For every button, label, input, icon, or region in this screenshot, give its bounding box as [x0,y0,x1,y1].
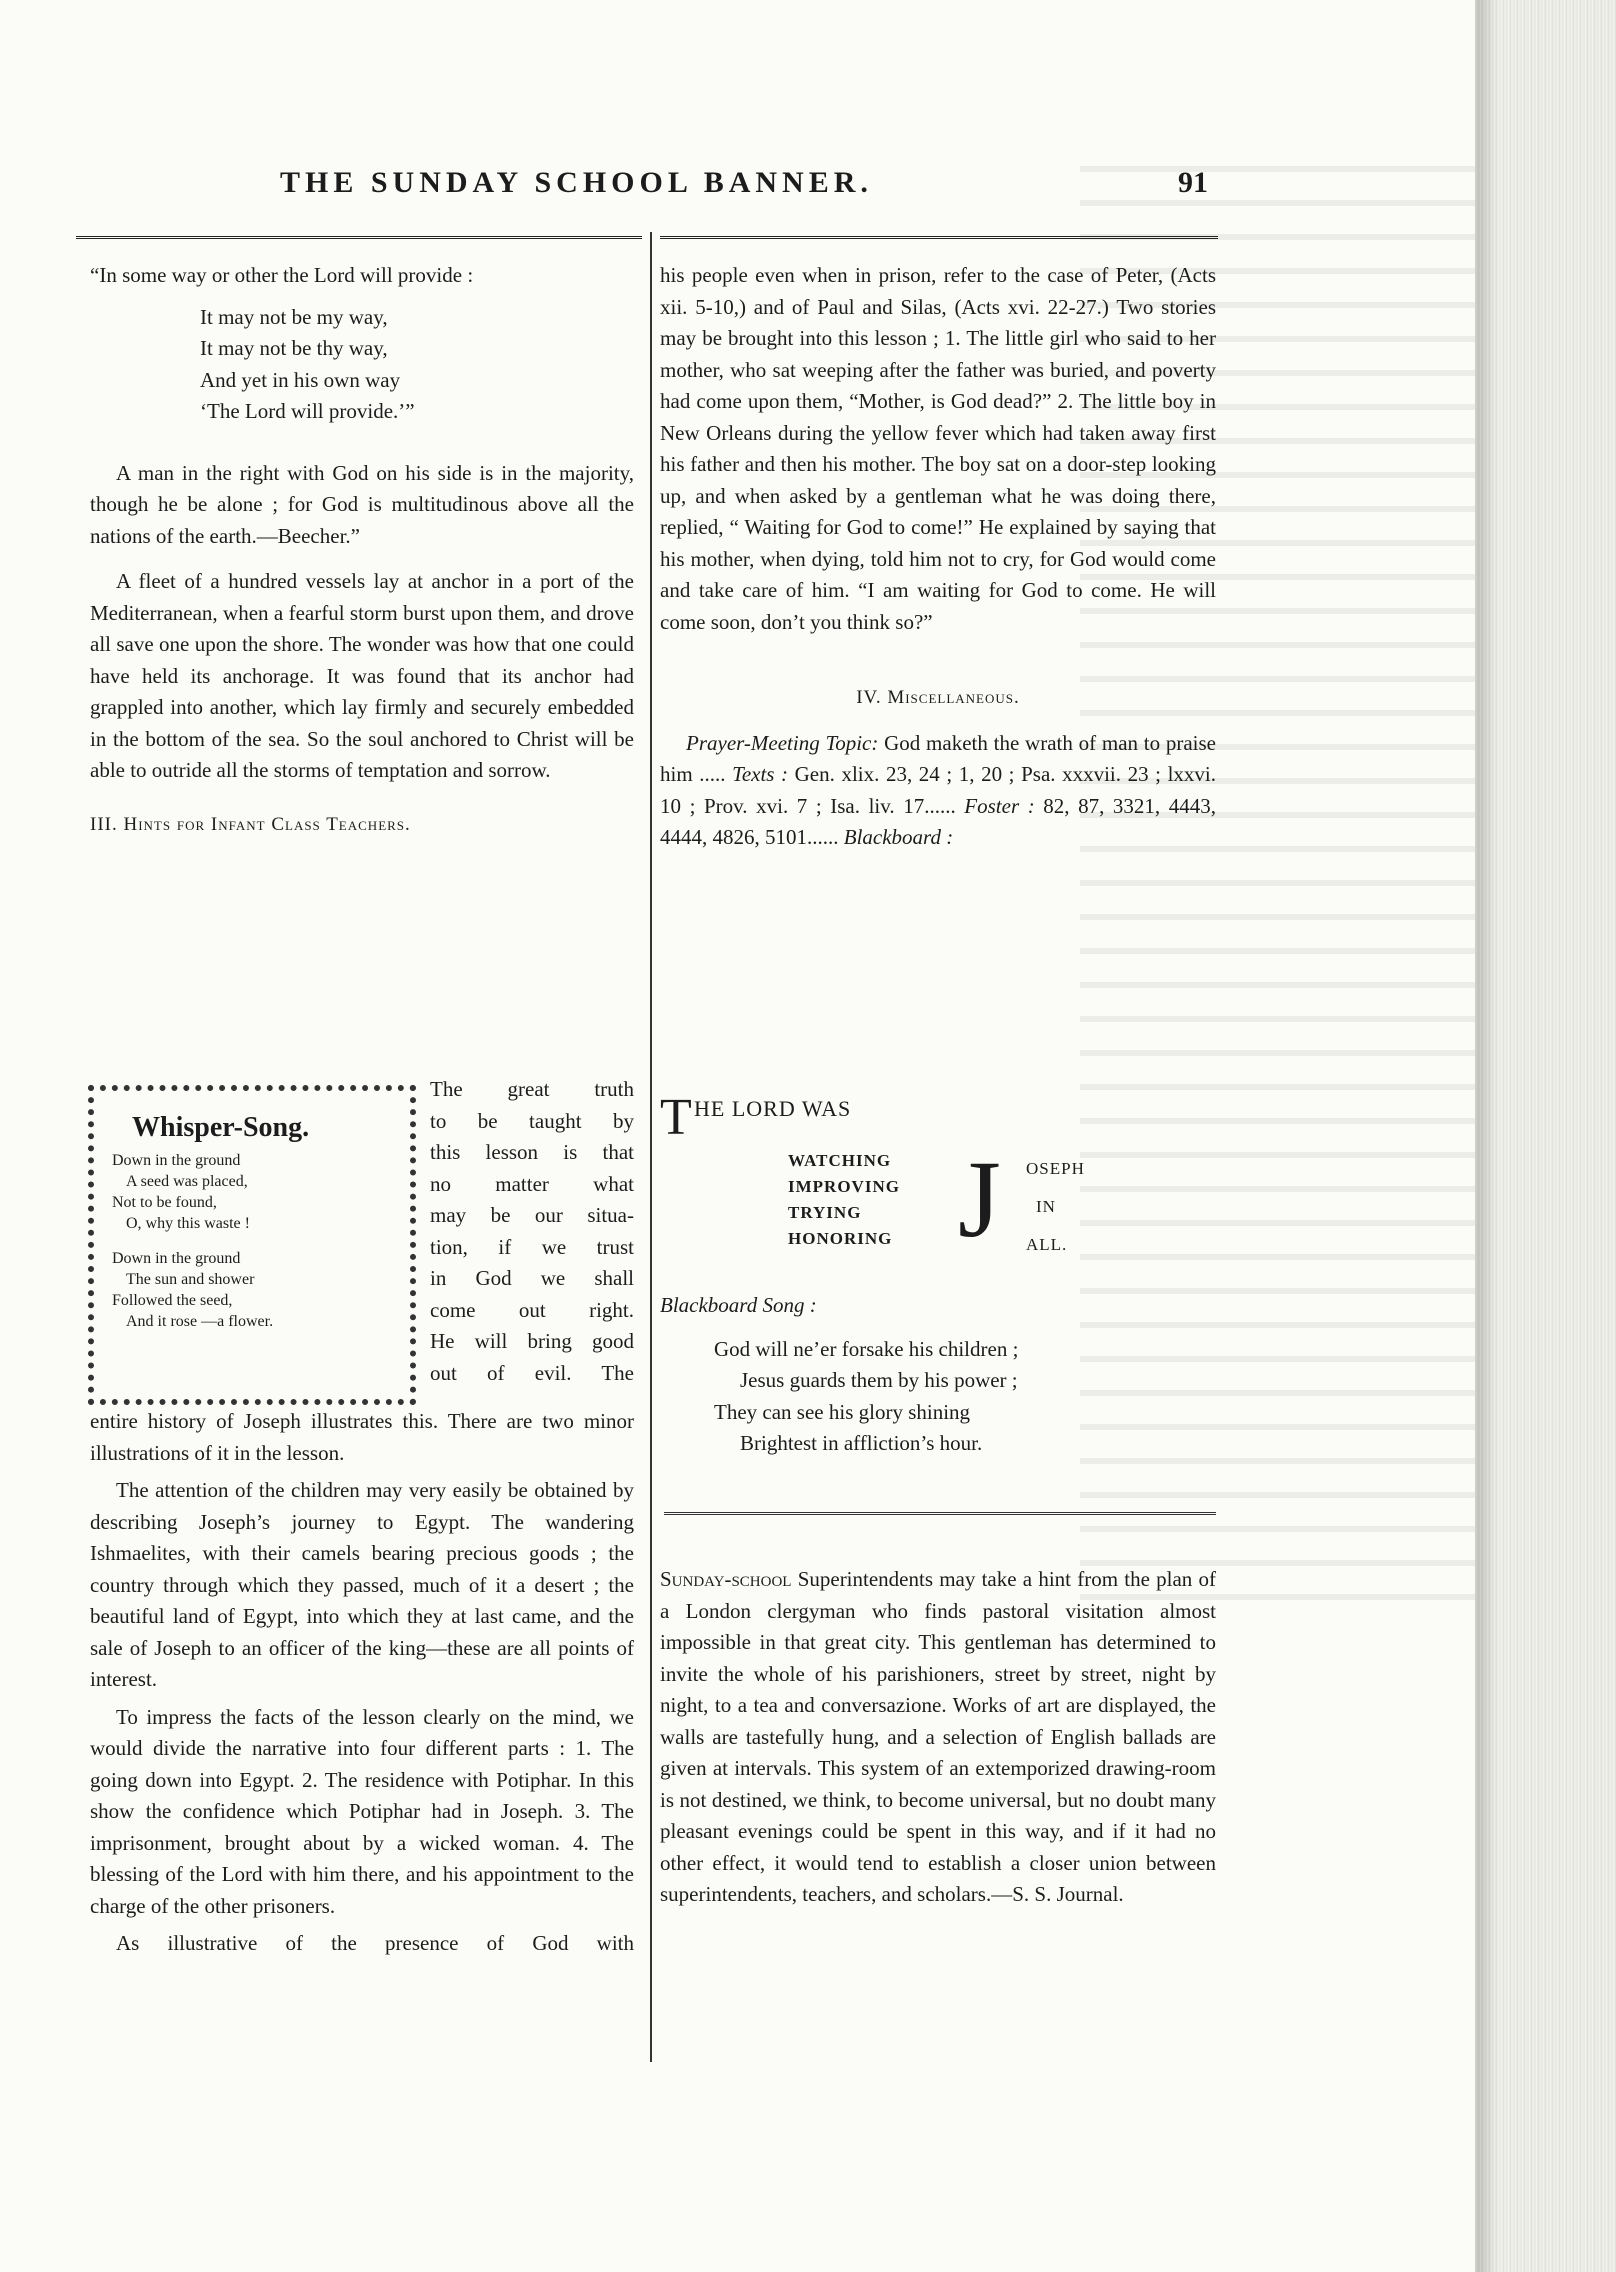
song-line: Brightest in affliction’s hour. [740,1431,983,1455]
blackboard-verbs [788,1148,900,1252]
j-word: OSEPH [1026,1159,1085,1178]
column-rule [650,232,652,2062]
provide-poem [200,302,634,428]
beside-line: may be our situa- [430,1203,634,1227]
beside-line: this lesson is that [430,1140,634,1164]
whisper-song-title: Whisper-Song. [132,1112,310,1143]
beside-line: out of evil. The [430,1360,634,1385]
stanza-line: A seed was placed, [126,1173,248,1190]
j-word: IN [1036,1197,1056,1216]
poem-line: And yet in his own way [200,367,401,392]
section-divider [664,1512,1216,1515]
paragraph-impress: To impress the facts of the lesson clearly on the mind, we would divide the narrative into four different parts : 1. The going down into Egypt. 2. The residence with Potiphar. In this show the confidence which Potiphar had in Joseph. 3. The imprisonment, brought about by a wicked woman. 4. The blessing of the Lord with him there, and his appointment to the charge of the other prisoners. [90,1704,634,1918]
header-rule-right [660,236,1218,239]
beside-line: He will bring good [430,1329,634,1353]
texts-value: Gen. xlix. 23, 24 ; 1, 20 ; Psa. xxxvii. 23 ; lxxvi. 10 ; Prov. xvi. 7 ; Isa. liv. 17...... [660,762,1216,818]
poem-line: ‘The Lord will provide.’” [200,399,415,423]
paragraph-people: his people even when in prison, refer to the case of Peter, (Acts xii. 5-10,) and of Paul and Silas, (Acts xvi. 22-27.) Two stories may be brought into this lesson ; 1. The little girl who said to her mother, who sat weeping after the father was buried, and poverty had come upon them, “Mother, is God dead?” 2. The little boy in New Orleans during the yellow fever which had taken away first his father and then his mother. The boy sat on a door-step looking up, and when asked by a gentleman what he was doing there, replied, “ Waiting for God to come!” He explained by saying that his mother, when dying, told him not to cry, for God would come and take care of him. “I am waiting for God to come. He will come soon, don’t you think so?” [660,263,1216,634]
blackboard-lord-was: HE LORD WAS [694,1096,852,1121]
beside-line: tion, if we trust [430,1234,634,1259]
blackboard-design [660,1089,1216,1272]
stanza-line: O, why this waste ! [126,1215,250,1232]
whisper-stanza-2 [112,1248,396,1332]
stanza-line: And it rose —a flower. [126,1313,274,1330]
paragraph-illustrative: As illustrative of the presence of God with [116,1931,634,1955]
j-word: ALL. [1026,1235,1068,1254]
blackboard-song [660,1290,1216,1460]
sunday-school-text: Superintendents may take a hint from the plan of a London clergyman who finds pastoral visitation almost impossible in that great city. This gentleman has determined to invite the whole of his parishioners, street by street, night by night, to a tea and conversazione. Works of art are displayed, the walls are tastefully hung, and a selection of English ballads are given at intervals. This system of an extemporized drawing-room is not destined, we think, to become universal, but no doubt many pleasant evenings could be spent in this way, and if it had no other effect, it would tend to establish a closer union between superintendents, teachers, and scholars.—S. S. Journal. [660,1567,1216,1906]
poem-line: It may not be my way, [200,304,388,329]
prayer-text: God maketh the wrath of man to praise him ..... [660,730,1217,786]
song-label: Blackboard Song : [660,1293,817,1317]
section-heading-iv: IV. Miscellaneous. [856,687,1020,708]
blackboard-initial-j: J [958,1138,1001,1260]
whisper-stanza-1 [112,1150,396,1234]
stanza-line: Down in the ground [112,1250,241,1267]
stanza-line: Not to be found, [112,1194,217,1211]
verb: HONORING [788,1229,893,1248]
beside-line: in God we shall [430,1266,634,1290]
verb: WATCHING [788,1151,892,1170]
blackboard-j-words [1026,1150,1085,1264]
paragraph-attention: The attention of the children may very easily be obtained by describing Joseph’s journey to Egypt. The wandering Ishmaelites, with their camels bearing precious goods ; the country through which they passed, much of it a desert ; the beautiful land of Egypt, into which they at last came, and the sale of Joseph to an officer of the king—these are all points of interest. [90,1478,634,1691]
section-heading-iii: III. Hints for Infant Class Teachers. [90,813,411,835]
verb: TRYING [788,1203,862,1222]
left-column-bottom [90,1406,634,1960]
sunday-school-lead: Sunday-school [660,1567,792,1591]
page-edges [1475,0,1616,2272]
foster-value: 82, 87, 3321, 4443, 4444, 4826, 5101...... [660,793,1217,849]
paragraph-sunday-school [660,1564,1216,1911]
left-column-top [90,260,634,840]
page-number: 91 [1178,166,1208,199]
paragraph-continue: entire history of Joseph illustrates this. There are two minor illustrations of it in the lesson. [90,1409,634,1465]
right-column-bottom [660,1564,1216,1911]
stanza-line: Followed the seed, [112,1292,233,1309]
whisper-song-box [88,1085,416,1405]
beside-line: to be taught by [430,1108,634,1133]
beside-line: come out right. [430,1297,634,1322]
header-rule-left [76,236,642,239]
stanza-line: The sun and shower [126,1271,255,1288]
song-lines [714,1334,1216,1460]
song-line: They can see his glory shining [714,1399,971,1424]
blackboard-label: Blackboard : [843,825,954,849]
song-line: Jesus guards them by his power ; [740,1368,1018,1392]
texts-label: Texts : [732,762,789,786]
foster-label: Foster : [964,793,1035,818]
paragraph-majority: A man in the right with God on his side is in the majority, though he be alone ; for God is multitudinous above all the nations of the earth.—Beecher.” [90,460,634,548]
blackboard-initial-t: T [660,1089,692,1146]
song-line: God will ne’er forsake his children ; [714,1336,1019,1361]
paragraph-prayer [660,728,1216,854]
prayer-label: Prayer-Meeting Topic: [686,730,879,755]
paragraph-fleet: A fleet of a hundred vessels lay at anchor in a port of the Mediterranean, when a fearful storm burst upon them, and drove all save one upon the shore. The wonder was how that one could have held its anchorage. It was found that its anchor had grappled into another, which lay firmly and securely embedded in the bottom of the sea. So the soul anchored to Christ will be able to outride all the storms of temptation and sorrow. [90,569,634,782]
text-beside-box [430,1074,634,1389]
verb: IMPROVING [788,1177,900,1196]
stanza-line: Down in the ground [112,1152,241,1169]
quote-intro: “In some way or other the Lord will provide : [90,263,474,287]
beside-line: The great truth [430,1077,634,1101]
beside-line: no matter what [430,1171,634,1196]
right-column-top [660,260,1216,854]
running-title: THE SUNDAY SCHOOL BANNER. [280,166,873,199]
poem-line: It may not be thy way, [200,336,388,360]
